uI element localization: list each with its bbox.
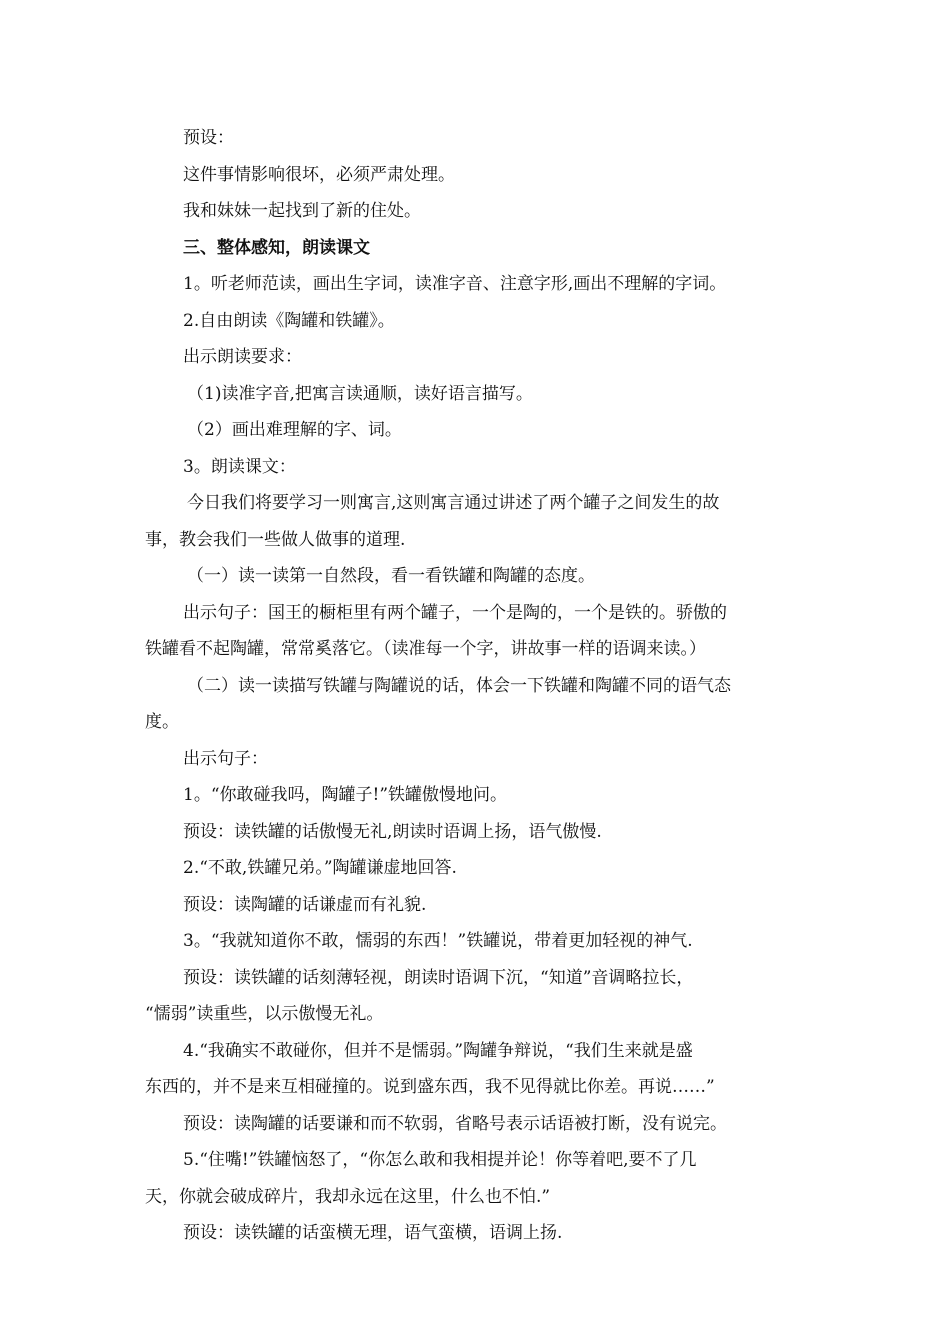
quote-4-line-1: 4.“我确实不敢碰你，但并不是懦弱。”陶罐争辩说，“我们生来就是盛	[183, 1040, 693, 1061]
preset-3-line-1: 预设：读铁罐的话刻薄轻视，朗读时语调下沉，“知道”音调略拉长，	[183, 967, 694, 988]
requirement-2: （2）画出难理解的字、词。	[187, 420, 402, 440]
quote-1: 1。“你敢碰我吗，陶罐子!”铁罐傲慢地问。	[183, 785, 508, 805]
part-one-sentence-line-2: 铁罐看不起陶罐，常常奚落它。（读准每一个字，讲故事一样的语调来读。）	[145, 639, 706, 659]
part-one-sentence-line-1: 出示句子：国王的橱柜里有两个罐子，一个是陶的，一个是铁的。骄傲的	[183, 602, 727, 623]
step-1: 1。听老师范读，画出生字词，读准字音、注意字形,画出不理解的字词。	[183, 274, 727, 294]
preset-label: 预设：	[183, 128, 234, 148]
quote-3: 3。“我就知道你不敢，懦弱的东西！”铁罐说，带着更加轻视的神气.	[183, 931, 693, 951]
example-sentence-1: 这件事情影响很坏，必须严肃处理。	[183, 164, 455, 185]
step-3: 3。朗读课文：	[183, 456, 296, 477]
intro-paragraph-line-1: 今日我们将要学习一则寓言,这则寓言通过讲述了两个罐子之间发生的故	[187, 493, 720, 513]
quote-5-line-2: 天，你就会破成碎片，我却永远在这里，什么也不怕.”	[145, 1186, 551, 1207]
preset-5: 预设：读铁罐的话蛮横无理，语气蛮横，语调上扬.	[183, 1223, 563, 1243]
example-sentence-2: 我和妹妹一起找到了新的住处。	[183, 201, 421, 221]
preset-3-line-2: “懦弱”读重些，以示傲慢无礼。	[145, 1004, 384, 1024]
sentences-label: 出示句子：	[183, 748, 268, 769]
intro-paragraph-line-2: 事，教会我们一些做人做事的道理.	[145, 529, 406, 550]
preset-1: 预设：读铁罐的话傲慢无礼,朗读时语调上扬，语气傲慢.	[183, 821, 602, 842]
quote-2: 2.“不敢,铁罐兄弟。”陶罐谦虚地回答.	[183, 858, 457, 878]
section-heading: 三、整体感知，朗读课文	[183, 237, 370, 258]
document-body	[145, 120, 805, 1252]
reading-requirements-label: 出示朗读要求：	[183, 347, 302, 367]
quote-5-line-1: 5.“住嘴!”铁罐恼怒了，“你怎么敢和我相提并论！你等着吧,要不了几	[183, 1150, 697, 1170]
preset-4: 预设：读陶罐的话要谦和而不软弱，省略号表示话语被打断，没有说完。	[183, 1113, 727, 1134]
part-two-heading-line-2: 度。	[145, 712, 179, 732]
requirement-1: （1)读准字音,把寓言读通顺，读好语言描写。	[187, 383, 533, 404]
quote-4-line-2: 东西的，并不是来互相碰撞的。说到盛东西，我不见得就比你差。再说……”	[145, 1077, 715, 1097]
part-two-heading-line-1: （二）读一读描写铁罐与陶罐说的话，体会一下铁罐和陶罐不同的语气态	[187, 675, 731, 696]
part-one-heading: （一）读一读第一自然段，看一看铁罐和陶罐的态度。	[187, 566, 595, 586]
preset-2: 预设：读陶罐的话谦虚而有礼貌.	[183, 894, 427, 915]
step-2: 2.自由朗读《陶罐和铁罐》。	[183, 310, 395, 331]
